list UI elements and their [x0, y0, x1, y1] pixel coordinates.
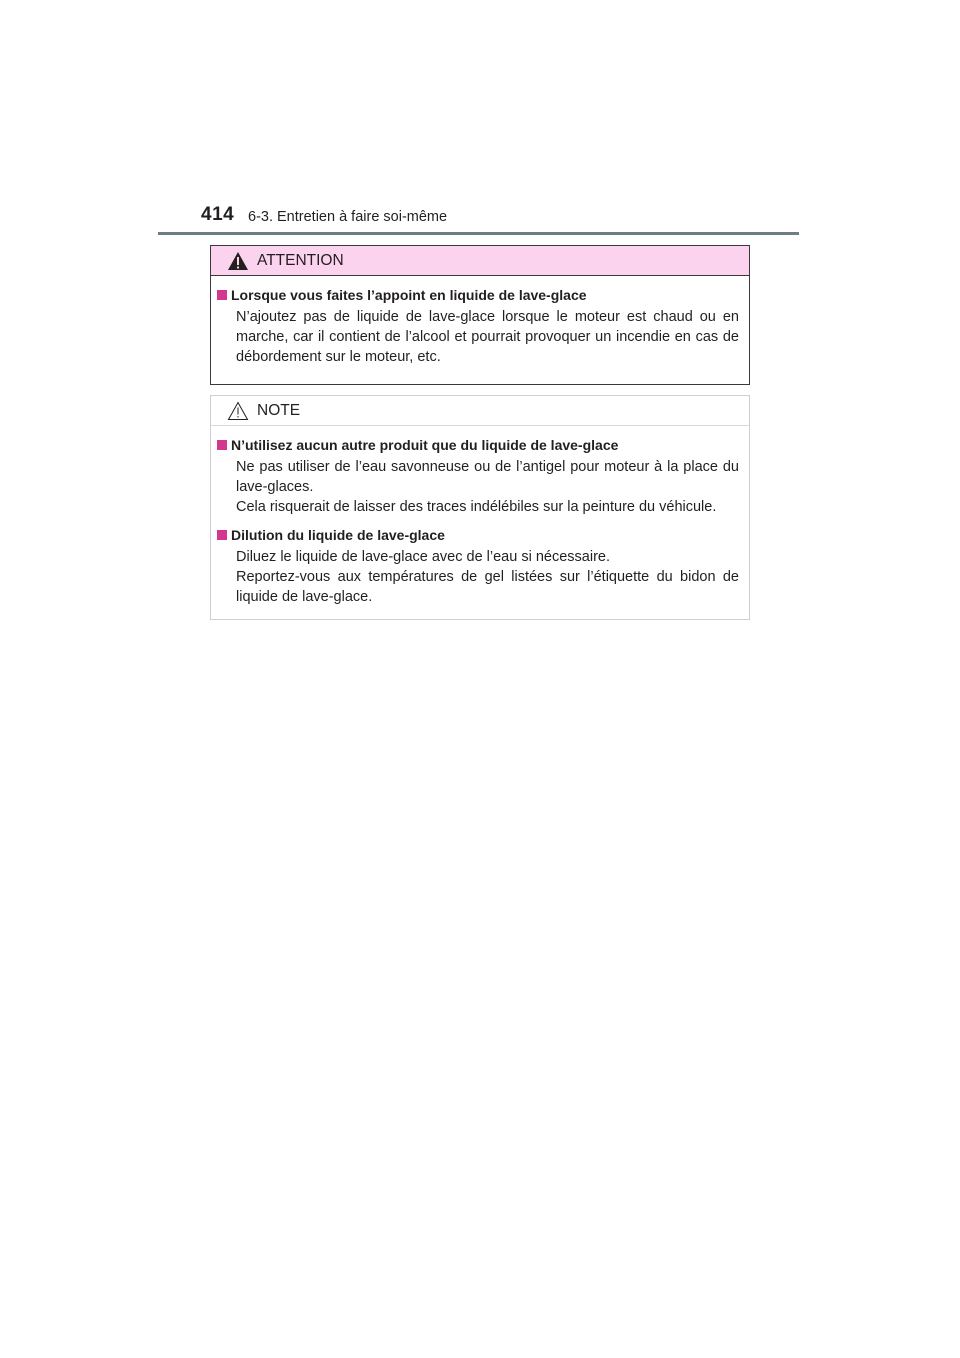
attention-header: [211, 246, 749, 276]
note-header: [211, 396, 749, 426]
note-item: [217, 525, 739, 607]
item-heading-text: Dilution du liquide de lave-glace: [231, 527, 445, 543]
note-title: NOTE: [257, 401, 301, 419]
item-heading: [217, 285, 739, 305]
item-heading-text: Lorsque vous faites l’appoint en liquide de lave-glace: [231, 287, 587, 303]
attention-box: [210, 245, 750, 385]
item-text: [236, 547, 739, 607]
item-heading-text: N’utilisez aucun autre produit que du liquide de lave-glace: [231, 437, 619, 453]
square-bullet-icon: [217, 440, 227, 450]
attention-body: [211, 276, 749, 367]
attention-item: [217, 285, 739, 367]
square-bullet-icon: [217, 290, 227, 300]
item-text: [236, 307, 739, 367]
item-text: [236, 457, 739, 517]
paragraph: N’ajoutez pas de liquide de lave-glace lorsque le moteur est chaud ou en marche, car il contient de l’alcool et pourrait provoquer un incendie en cas de débordement sur le moteur, etc.: [236, 309, 739, 365]
paragraph: Ne pas utiliser de l’eau savonneuse ou de l’antigel pour moteur à la place du lave-glaces.: [236, 459, 739, 495]
note-body: [211, 426, 749, 607]
paragraph: Diluez le liquide de lave-glace avec de l’eau si nécessaire.: [236, 549, 610, 565]
section-title: 6-3. Entretien à faire soi-même: [248, 209, 448, 225]
item-heading: [217, 435, 739, 455]
note-item: [217, 435, 739, 517]
warning-triangle-filled-icon: [227, 251, 249, 271]
header-divider: [158, 232, 799, 235]
paragraph: Cela risquerait de laisser des traces indélébiles sur la peinture du véhicule.: [236, 499, 717, 515]
warning-triangle-outline-icon: [227, 401, 249, 421]
item-heading: [217, 525, 739, 545]
page-number: 414: [201, 204, 235, 225]
paragraph: Reportez-vous aux températures de gel listées sur l’étiquette du bidon de liquide de lave-glace.: [236, 569, 739, 605]
square-bullet-icon: [217, 530, 227, 540]
attention-title: ATTENTION: [257, 251, 344, 269]
note-box: [210, 395, 750, 620]
